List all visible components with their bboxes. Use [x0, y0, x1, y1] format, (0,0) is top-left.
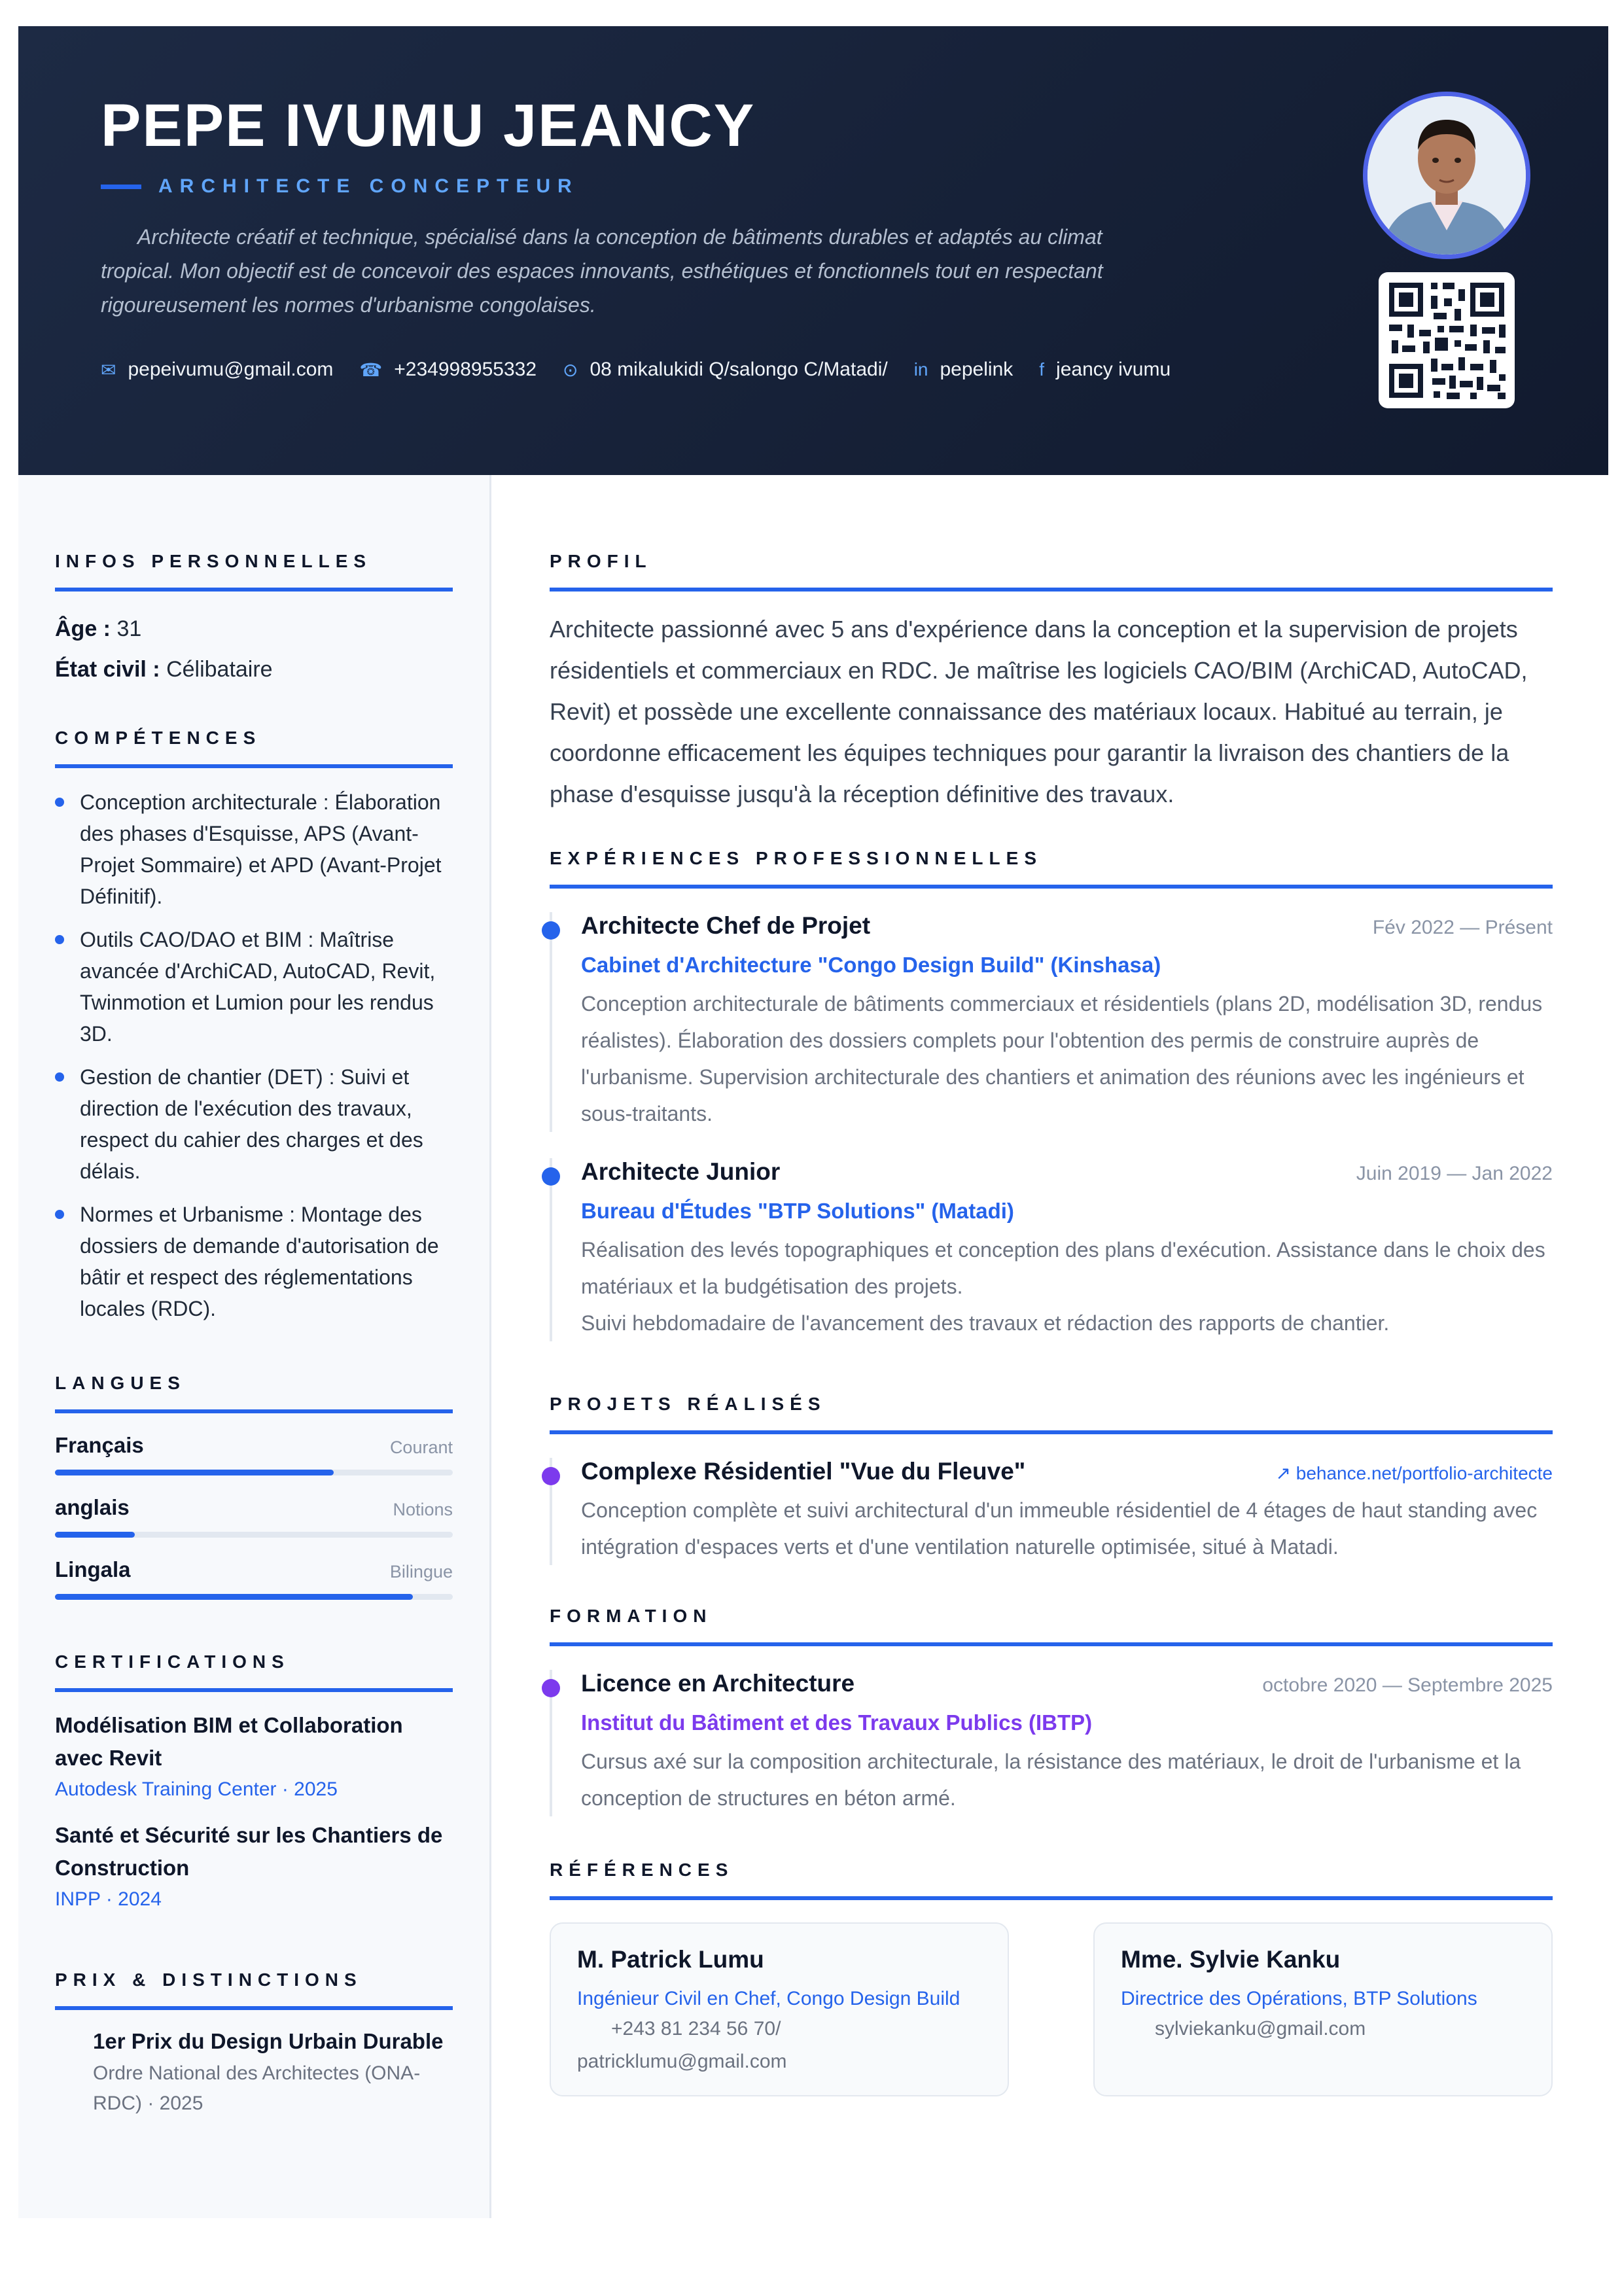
- language-bar: [55, 1532, 453, 1538]
- section-heading: COMPÉTENCES: [55, 728, 453, 768]
- section-heading: CERTIFICATIONS: [55, 1651, 453, 1692]
- section-heading: INFOS PERSONNELLES: [55, 551, 453, 592]
- left-sidebar: [18, 475, 491, 2218]
- section-skills: [55, 728, 453, 1336]
- contact-phone[interactable]: [359, 359, 537, 381]
- award-org: Ordre National des Architectes (ONA-RDC) · 2025: [93, 2062, 421, 2114]
- timeline-dot: [542, 921, 560, 940]
- section-projects: [550, 1394, 1553, 1565]
- skills-list: [55, 786, 453, 1324]
- reference-name: Mme. Sylvie Kanku: [1121, 1946, 1341, 1973]
- experience-org: Cabinet d'Architecture "Congo Design Build" (Kinshasa): [581, 953, 1161, 977]
- contact-email[interactable]: [101, 359, 333, 381]
- reference-contact: sylviekanku@gmail.com: [1155, 2018, 1366, 2040]
- age-value: 31: [116, 616, 142, 641]
- language-level: Courant: [389, 1438, 453, 1457]
- reference-contact: patricklumu@gmail.com: [577, 2051, 787, 2072]
- reference-role: Directrice des Opérations, BTP Solutions: [1121, 1988, 1477, 2009]
- contact-address-text: 08 mikalukidi Q/salongo C/Matadi/: [590, 359, 888, 380]
- certification-org: INPP · 2024: [55, 1888, 162, 1910]
- reference-role: Ingénieur Civil en Chef, Congo Design Build: [577, 1988, 961, 2009]
- list-item: Outils CAO/DAO et BIM : Maîtrise avancée d'ArchiCAD, AutoCAD, Revit, Twinmotion et Lumion pour les rendus 3D.: [55, 924, 453, 1050]
- section-heading: PRIX & DISTINCTIONS: [55, 1969, 453, 2010]
- language-item: [55, 1433, 453, 1475]
- civil-status-value: Célibataire: [166, 657, 273, 682]
- section-certifications: [55, 1651, 453, 1911]
- education-date: octobre 2020 — Septembre 2025: [1262, 1674, 1553, 1696]
- language-bar: [55, 1594, 453, 1600]
- section-education: [550, 1606, 1553, 1816]
- contact-linkedin[interactable]: [914, 359, 1014, 381]
- education-item: [550, 1670, 1553, 1816]
- timeline-dot: [542, 1167, 560, 1186]
- certification-org: Autodesk Training Center · 2025: [55, 1778, 338, 1800]
- language-item: [55, 1495, 453, 1538]
- list-item: Normes et Urbanisme : Montage des dossiers de demande d'autorisation de bâtir et respect des réglementations locales (RDC).: [55, 1199, 453, 1324]
- profile-text: Architecte passionné avec 5 ans d'expérience dans la conception et la supervision de projets résidentiels et commerciaux en RDC. Je maîtrise les logiciels CAO/BIM (ArchiCAD, AutoCAD, Revit) et possède une excellente connaissance des matériaux locaux. Habitué au terrain, je coordonne efficacement les équipes techniques pour garantir la livraison des chantiers de la phase d'esquisse jusqu'à la réception définitive des travaux.: [550, 616, 1528, 807]
- linkedin-icon: in: [913, 359, 928, 380]
- candidate-name: PEPE IVUMU JEANCY: [101, 92, 756, 159]
- language-bar-fill: [55, 1532, 135, 1538]
- contact-facebook-text: jeancy ivumu: [1056, 359, 1171, 380]
- education-desc: Cursus axé sur la composition architecturale, la résistance des matériaux, le droit de l'urbanisme et la conception de structures en béton armé.: [581, 1750, 1521, 1810]
- project-item: [550, 1458, 1553, 1565]
- section-heading: LANGUES: [55, 1373, 453, 1413]
- contact-email-text: pepeivumu@gmail.com: [128, 359, 334, 380]
- language-bar: [55, 1470, 453, 1475]
- section-personal-info: [55, 551, 453, 690]
- section-profile: [550, 551, 1553, 815]
- section-heading: EXPÉRIENCES PROFESSIONNELLES: [550, 848, 1553, 889]
- section-heading: PROFIL: [550, 551, 1553, 592]
- language-name: Français: [55, 1433, 144, 1457]
- contact-address: [563, 359, 888, 381]
- reference-card: [550, 1922, 1009, 2096]
- language-item: [55, 1557, 453, 1600]
- resume-header: [18, 26, 1608, 475]
- references-grid: [550, 1922, 1553, 2096]
- experience-date: Juin 2019 — Jan 2022: [1356, 1163, 1553, 1184]
- language-name: Lingala: [55, 1557, 131, 1581]
- section-experience: [550, 848, 1553, 1341]
- job-title-row: [101, 175, 579, 198]
- qr-code: [1379, 272, 1515, 408]
- phone-icon: ☎: [359, 359, 383, 380]
- certification-item: [55, 1819, 453, 1911]
- contact-linkedin-text: pepelink: [940, 359, 1014, 380]
- list-item: Conception architecturale : Élaboration des phases d'Esquisse, APS (Avant-Projet Sommaire) et APD (Avant-Projet Définitif).: [55, 786, 453, 912]
- section-references: [550, 1860, 1553, 2096]
- experience-item: [550, 912, 1553, 1132]
- experience-org: Bureau d'Études "BTP Solutions" (Matadi): [581, 1199, 1014, 1223]
- reference-name: M. Patrick Lumu: [577, 1946, 764, 1973]
- section-heading: FORMATION: [550, 1606, 1553, 1646]
- facebook-icon: f: [1039, 359, 1045, 380]
- reference-contact: +243 81 234 56 70/: [611, 2018, 781, 2040]
- contact-phone-text: +234998955332: [394, 359, 537, 380]
- language-level: Bilingue: [389, 1562, 453, 1581]
- reference-card: [1093, 1922, 1553, 2096]
- project-desc: Conception complète et suivi architectural d'un immeuble résidentiel de 4 étages de haut standing avec intégration d'espaces verts et d'une ventilation naturelle optimisée, situé à Matadi.: [581, 1498, 1538, 1559]
- experience-title: Architecte Junior: [581, 1158, 781, 1185]
- section-languages: [55, 1373, 453, 1600]
- list-item: Gestion de chantier (DET) : Suivi et direction de l'exécution des travaux, respect du cahier des charges et des délais.: [55, 1061, 453, 1187]
- portfolio-link[interactable]: ↗ behance.net/portfolio-architecte: [1275, 1463, 1553, 1483]
- certification-title: Santé et Sécurité sur les Chantiers de Construction: [55, 1823, 443, 1880]
- experience-item: [550, 1158, 1553, 1341]
- section-heading: PROJETS RÉALISÉS: [550, 1394, 1553, 1434]
- header-summary: Architecte créatif et technique, spécialisé dans la conception de bâtiments durables et adaptés au climat tropical. Mon objectif est de concevoir des espaces innovants, esthétiques et fonctionnels tout en respectant rigoureusement les normes d'urbanisme congolaises.: [101, 225, 1103, 317]
- experience-desc: Réalisation des levés topographiques et conception des plans d'exécution. Assistance dans le choix des matériaux et la budgétisation des projets.: [581, 1238, 1545, 1298]
- award-title: 1er Prix du Design Urbain Durable: [93, 2029, 444, 2053]
- civil-status-field: [55, 649, 453, 690]
- contact-facebook[interactable]: [1039, 359, 1171, 381]
- age-label: Âge :: [55, 616, 111, 641]
- experience-title: Architecte Chef de Projet: [581, 912, 871, 939]
- school-name: Institut du Bâtiment et des Travaux Publics (IBTP): [581, 1710, 1093, 1735]
- language-bar-fill: [55, 1594, 413, 1600]
- profile-photo: [1363, 92, 1530, 259]
- degree-title: Licence en Architecture: [581, 1670, 855, 1697]
- experience-desc: Suivi hebdomadaire de l'avancement des travaux et rédaction des rapports de chantier.: [581, 1311, 1390, 1335]
- civil-status-label: État civil :: [55, 657, 160, 682]
- language-bar-fill: [55, 1470, 334, 1475]
- language-level: Notions: [393, 1500, 453, 1519]
- title-accent-line: [101, 185, 141, 189]
- project-title: Complexe Résidentiel "Vue du Fleuve": [581, 1458, 1026, 1485]
- age-field: [55, 609, 453, 649]
- award-item: [55, 2024, 453, 2119]
- resume-page: [18, 26, 1608, 2218]
- section-awards: [55, 1969, 453, 2119]
- experience-date: Fév 2022 — Présent: [1372, 917, 1553, 938]
- timeline-dot: [542, 1679, 560, 1697]
- mail-icon: ✉: [101, 359, 116, 380]
- location-icon: ⊙: [563, 359, 578, 380]
- job-title: ARCHITECTE CONCEPTEUR: [158, 175, 579, 197]
- certification-item: [55, 1709, 453, 1801]
- certification-title: Modélisation BIM et Collaboration avec Revit: [55, 1713, 403, 1770]
- contact-bar: [101, 359, 1197, 381]
- timeline-dot: [542, 1467, 560, 1485]
- experience-desc: Conception architecturale de bâtiments commerciaux et résidentiels (plans 2D, modélisation 3D, rendus réalistes). Élaboration des dossiers complets pour l'obtention des permis de construire auprès de l'urbanisme. Supervision architecturale des chantiers et animation des réunions avec les ingénieurs et sous-traitants.: [581, 992, 1543, 1125]
- section-heading: RÉFÉRENCES: [550, 1860, 1553, 1900]
- language-name: anglais: [55, 1495, 130, 1519]
